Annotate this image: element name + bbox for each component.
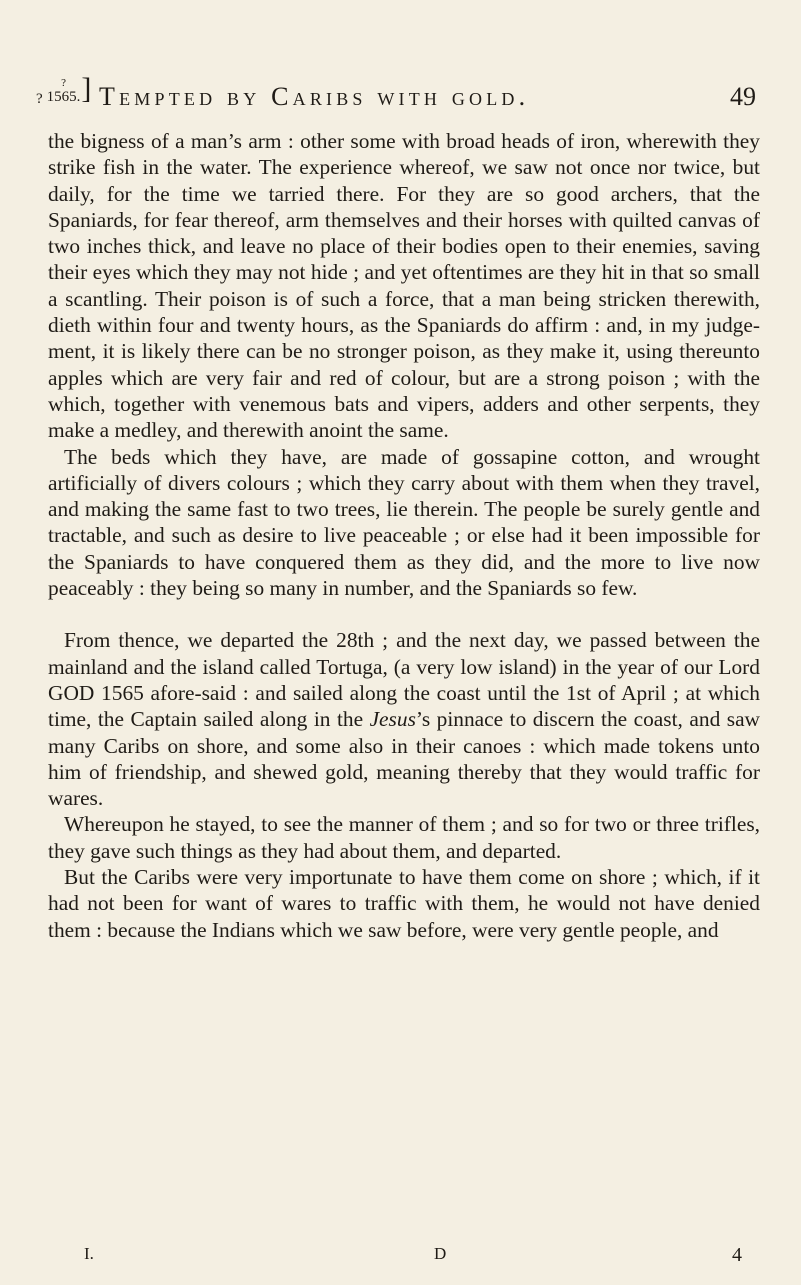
paragraph-1: the bigness of a man’s arm : other some with broad heads of iron, wherewith they strike fish in the water. The experience whereof, we saw not once nor twice, but daily, for the time we tarried there. For they are so good archers, that the Spaniards, for fear thereof, arm themselves and their horses with quilted canvas of two inches thick, and leave no place of their bodies open to their enemies, saving their eyes which they may not hide ; and yet oftentimes are they hit in that so small a scantling. Their poison is of such a force, that a man being stricken therewith, dieth within four and twenty hours, as the Spaniards do affirm : and, in my judge-ment, it is likely there can be no stronger poison, as they make it, using thereunto apples which are very fair and red of colour, but are a strong poison ; with the which, together with venemous bats and vipers, adders and other serpents, they make a medley, and therewith anoint the same. [48,129,760,443]
paragraph-3-start: From thence, we departed the 28th ; and the next day, we passed between the mainland and the island called Tortuga, (a very low island) in the year of our Lord GOD 1565 afore-said : and sailed along the coast until the 1st of April ; at which time, the Captain sailed along in the [48,628,760,732]
signature-line [48,1244,760,1268]
gathering-number: 4 [732,1244,742,1266]
paragraph-3-end: ’s pinnace to discern the coast, and saw many Caribs on shore, and some also in their canoes : which made tokens unto him of friendship, and shewed gold, meaning thereby that they would traffic for wares. [48,707,761,811]
volume-mark: I. [84,1244,94,1263]
running-header [36,72,756,122]
ship-name: Jesus [369,707,416,732]
paragraph-2: The beds which they have, are made of gossapine cotton, and wrought artificially of divers colours ; which they carry about with them when they travel, and making the same fast to two trees, lie therein. The people be surely gentle and tractable, and such as desire to live peaceable ; or else had it been impossible for the Spaniards to have conquered them as they did, and the more to live now peaceably : they being so many in number, and the Spaniards so few. [48,444,760,601]
paragraph-3 [48,627,760,811]
signature-letter: D [434,1244,447,1263]
date-query-mark-upper: ? [61,77,66,89]
body-text [48,128,760,943]
paragraph-4: Whereupon he stayed, to see the manner of them ; and so for two or three trifles, they gave such things as they had about them, and departed. [48,812,760,863]
year-label: 1565. [46,89,81,105]
running-title: Tempted by Caribs with gold. [99,82,530,111]
page-number: 49 [730,82,756,111]
date-query-mark: ? [36,91,43,107]
paragraph-5: But the Caribs were very importunate to have them come on shore ; which, if it had not been for want of wares to traffic with them, he would not have denied them : because the Indians which we saw before, were very gentle people, and [48,865,760,942]
closing-bracket: ] [81,72,92,105]
year-marginal-note [36,72,92,107]
